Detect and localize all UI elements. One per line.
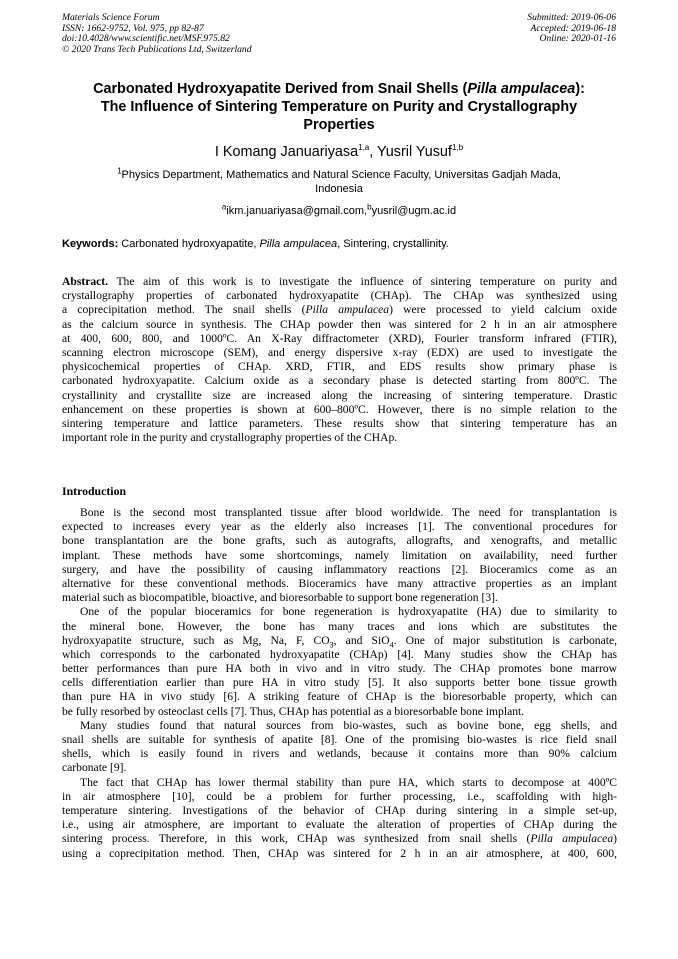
abstract: Abstract. The aim of this work is to investigate the influence of sintering temperature on purity and crystallography properties of carbonated hydroxyapatite (CHAp). The CHAp was synthesized using a coprecipitation method. The snail shells (Pilla ampulacea) were processed to yield calcium oxide as the calcium source in synthesis. The CHAp powder then was sintered for 2 h in an air atmosphere at 400, 600, 800, and 1000ºC. An X-Ray diffractometer (XRD), Fourier transform infrared (FTIR), scanning electron microscope (SEM), and energy dispersive x-ray (EDX) are used to investigate the physicochemical properties of CHAp. XRD, FTIR, and EDS results show primary phase is carbonated hydroxyapatite. Calcium oxide as a secondary phase is detected starting from 800ºC. The crystallinity and crystallite size are increased along the increasing of sintering temperature. Drastic enhancement on these properties is shown at 600–800ºC. However, there is no simple relation to the sintering temperature and lattice parameters. These results show that sintering temperature has an important role in the purity and crystallography properties of the CHAp. (62, 275, 617, 445)
paragraph-line: implant. These methods have some shortcomings, namely limitation on availability, need further (62, 548, 617, 562)
author-name: I Komang Januariyasa (214, 144, 359, 160)
paragraph-line: temperature sintering. Investigations of the behavior of CHAp during sintering in a simple set-up, (62, 803, 617, 817)
email-link[interactable]: yusril@ugm.ac.id (371, 205, 457, 217)
paragraph-line: than pure HA in vivo study [6]. A striking feature of CHAp is the bioresorbable property, which can (62, 690, 617, 704)
author-name: Yusril Yusuf (377, 144, 452, 160)
submission-dates (527, 13, 616, 45)
paragraph-line: carbonate [9]. (62, 761, 127, 775)
paragraph-line: be fully resorbed by osteoclast cells [7]. Thus, CHAp has potential as a bioresorbable bone implant. (62, 704, 525, 718)
journal-copyright: © 2020 Trans Tech Publications Ltd, Switzerland (62, 43, 252, 55)
introduction-body (62, 506, 617, 861)
paragraph-line: i.e., using air atmosphere, are important to evaluate the alteration of properties of CHAp during the (62, 818, 617, 832)
affiliation: $^1$Physics Department, Mathematics and Natural Science Faculty, Universitas Gadjah Mada, Indonesia (117, 166, 561, 195)
paragraph-line: in air atmosphere [10], could be a problem for further processing, i.e., scaffolding with high- (62, 789, 617, 803)
paragraph-line: snail shells are suitable for synthesis of apatite [8]. One of the promising bio-wastes is rice field snail (62, 733, 617, 746)
paragraph-line: surgery, and have the possibility of causing inflammatory reactions [2]. Bioceramics come as an (62, 562, 617, 576)
journal-name: Materials Science Forum (62, 12, 160, 23)
journal-info (62, 13, 252, 55)
accepted-date: Accepted: 2019-06-18 (530, 22, 616, 34)
submitted-date: Submitted: 2019-06-06 (527, 12, 616, 23)
journal-header (62, 13, 616, 65)
paragraph-line: shells, which is easily found in rivers and wetlands, because it contains more than 90% calcium (62, 747, 617, 761)
paragraph-line: One of the popular bioceramics for bone regeneration is hydroxyapatite (HA) due to similarity to (80, 605, 617, 619)
section-heading-introduction: Introduction (62, 484, 127, 498)
paragraph-line: The fact that CHAp has lower thermal stability than pure HA, which starts to decompose at 400ºC (80, 775, 617, 789)
author-emails: $^a$ikm.januariyasa@gmail.com,$^b$yusril@ugm.ac.id (221, 202, 457, 217)
paragraph-line: hydroxyapatite structure, such as Mg, Na, F, $CO_3$, and SiO$_4$. One of major substitution is carbonate, (62, 633, 617, 649)
paragraph-line: Bone is the second most transplanted tissue after blood worldwide. The need for transplantation is (80, 506, 617, 519)
paragraph-line: expected to increases every year as the elderly also increases [1]. The conventional procedures for (62, 520, 617, 534)
online-date: Online: 2020-01-16 (539, 33, 616, 45)
paragraph-line: better performances than pure HA both in vivo and in vitro study. The CHAp promotes bone marrow (62, 662, 617, 676)
paper-title: Carbonated Hydroxyapatite Derived from Snail Shells (Pilla ampulacea): The Influence of Sintering Temperature on Purity and Crystallography Properties (93, 81, 585, 133)
author-list: I Komang Januariyasa$^{1,a}$, Yusril Yusuf$^{1,b}$ (214, 143, 464, 160)
keywords: Keywords: Carbonated hydroxyapatite, Pilla ampulacea, Sintering, crystallinity. (62, 238, 449, 250)
journal-doi: doi:10.4028/www.scientific.net/MSF.975.82 (62, 33, 230, 45)
paragraph-line: cells differentiation earlier than pure HA in vitro study [5]. It also supports better bone tissue growth (62, 676, 617, 690)
journal-issn: ISSN: 1662-9752, Vol. 975, pp 82-87 (62, 22, 204, 34)
paragraph-line: alternative for these conventional methods. Bioceramics have many attractive properties as an implant (62, 576, 617, 590)
paragraph-line: using a coprecipitation method. Then, CHAp was sintered for 2 h in an air atmosphere, at 400, 600, (62, 846, 617, 860)
paragraph-line: bone transplantation are the bone grafts, such as autografts, allografts, and xenografts, and metallic (62, 534, 617, 548)
paragraph-line: sintering process. Therefore, in this work, CHAp was synthesized from snail shells (Pilla ampulacea) (62, 832, 617, 846)
email-link[interactable]: ikm.januariyasa@gmail.com, (226, 205, 368, 217)
paragraph-line: material such as biocompatible, bioactive, and bioresorbable to support bone regeneration [3]. (62, 591, 498, 605)
paragraph-line: Many studies found that natural sources from bio-wastes, such as bovine bone, egg shells, and (80, 718, 617, 732)
paragraph-line: the mineral bone. However, the bone has many traces and ions which are substitutes the (62, 619, 617, 633)
paragraph-line: which corresponds to the carbonated hydroxyapatite (CHAp) [4]. Many studies show the CHAp has (62, 647, 617, 661)
